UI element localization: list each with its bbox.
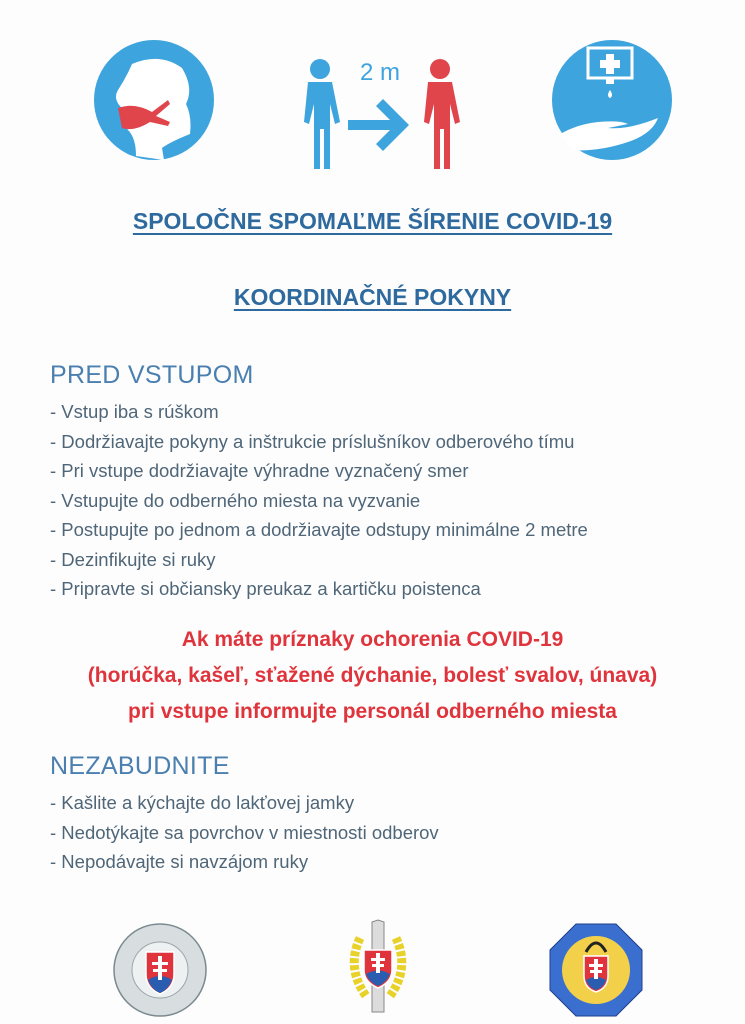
- army-emblem: [340, 918, 416, 1018]
- list-item: - Dodržiavajte pokyny a inštrukcie príslušníkov odberového tímu: [50, 430, 575, 452]
- face-mask-icon: [90, 38, 220, 163]
- section-heading-before-entry: PRED VSTUPOM: [50, 361, 254, 389]
- warning-line: Ak máte príznaky ochorenia COVID-19: [181, 628, 564, 651]
- list-item: - Vstup iba s rúškom: [50, 401, 219, 422]
- fire-rescue-logo: [548, 922, 644, 1018]
- list-item: - Pripravte si občiansky preukaz a kartičku poistenca: [50, 578, 481, 599]
- list-item: - Vstupujte do odberného miesta na vyzvanie: [50, 489, 421, 511]
- list-item: - Kašlite a kýchajte do lakťovej jamky: [50, 792, 355, 813]
- page-subtitle: [0, 284, 745, 311]
- warning-line: pri vstupe informujte personál odberného miesta: [128, 700, 617, 723]
- page-subtitle-text: KOORDINAČNÉ POKYNY: [233, 284, 512, 310]
- hand-sanitizer-icon: [548, 38, 678, 163]
- distance-label: 2 m: [359, 59, 401, 86]
- list-item: - Nepodávajte si navzájom ruky: [50, 851, 309, 872]
- list-item: - Postupujte po jednom a dodržiavajte odstupy minimálne 2 metre: [50, 519, 588, 540]
- before-entry-list: [50, 397, 588, 604]
- police-logo: [112, 922, 208, 1018]
- remember-list: [50, 788, 439, 877]
- section-heading-remember: NEZABUDNITE: [50, 752, 230, 780]
- list-item: - Nedotýkajte sa povrchov v miestnosti odberov: [50, 821, 439, 843]
- list-item: - Pri vstupe dodržiavajte výhradne vyznačený smer: [50, 460, 469, 481]
- symptoms-warning: [0, 622, 745, 730]
- page-title-text: SPOLOČNE SPOMAĽME ŠÍRENIE COVID-19: [132, 208, 613, 234]
- list-item: - Dezinfikujte si ruky: [50, 548, 216, 570]
- social-distance-icon: [290, 50, 470, 170]
- warning-line: (horúčka, kašeľ, sťažené dýchanie, bolesť svalov, únava): [87, 664, 658, 687]
- page-title: [0, 208, 745, 235]
